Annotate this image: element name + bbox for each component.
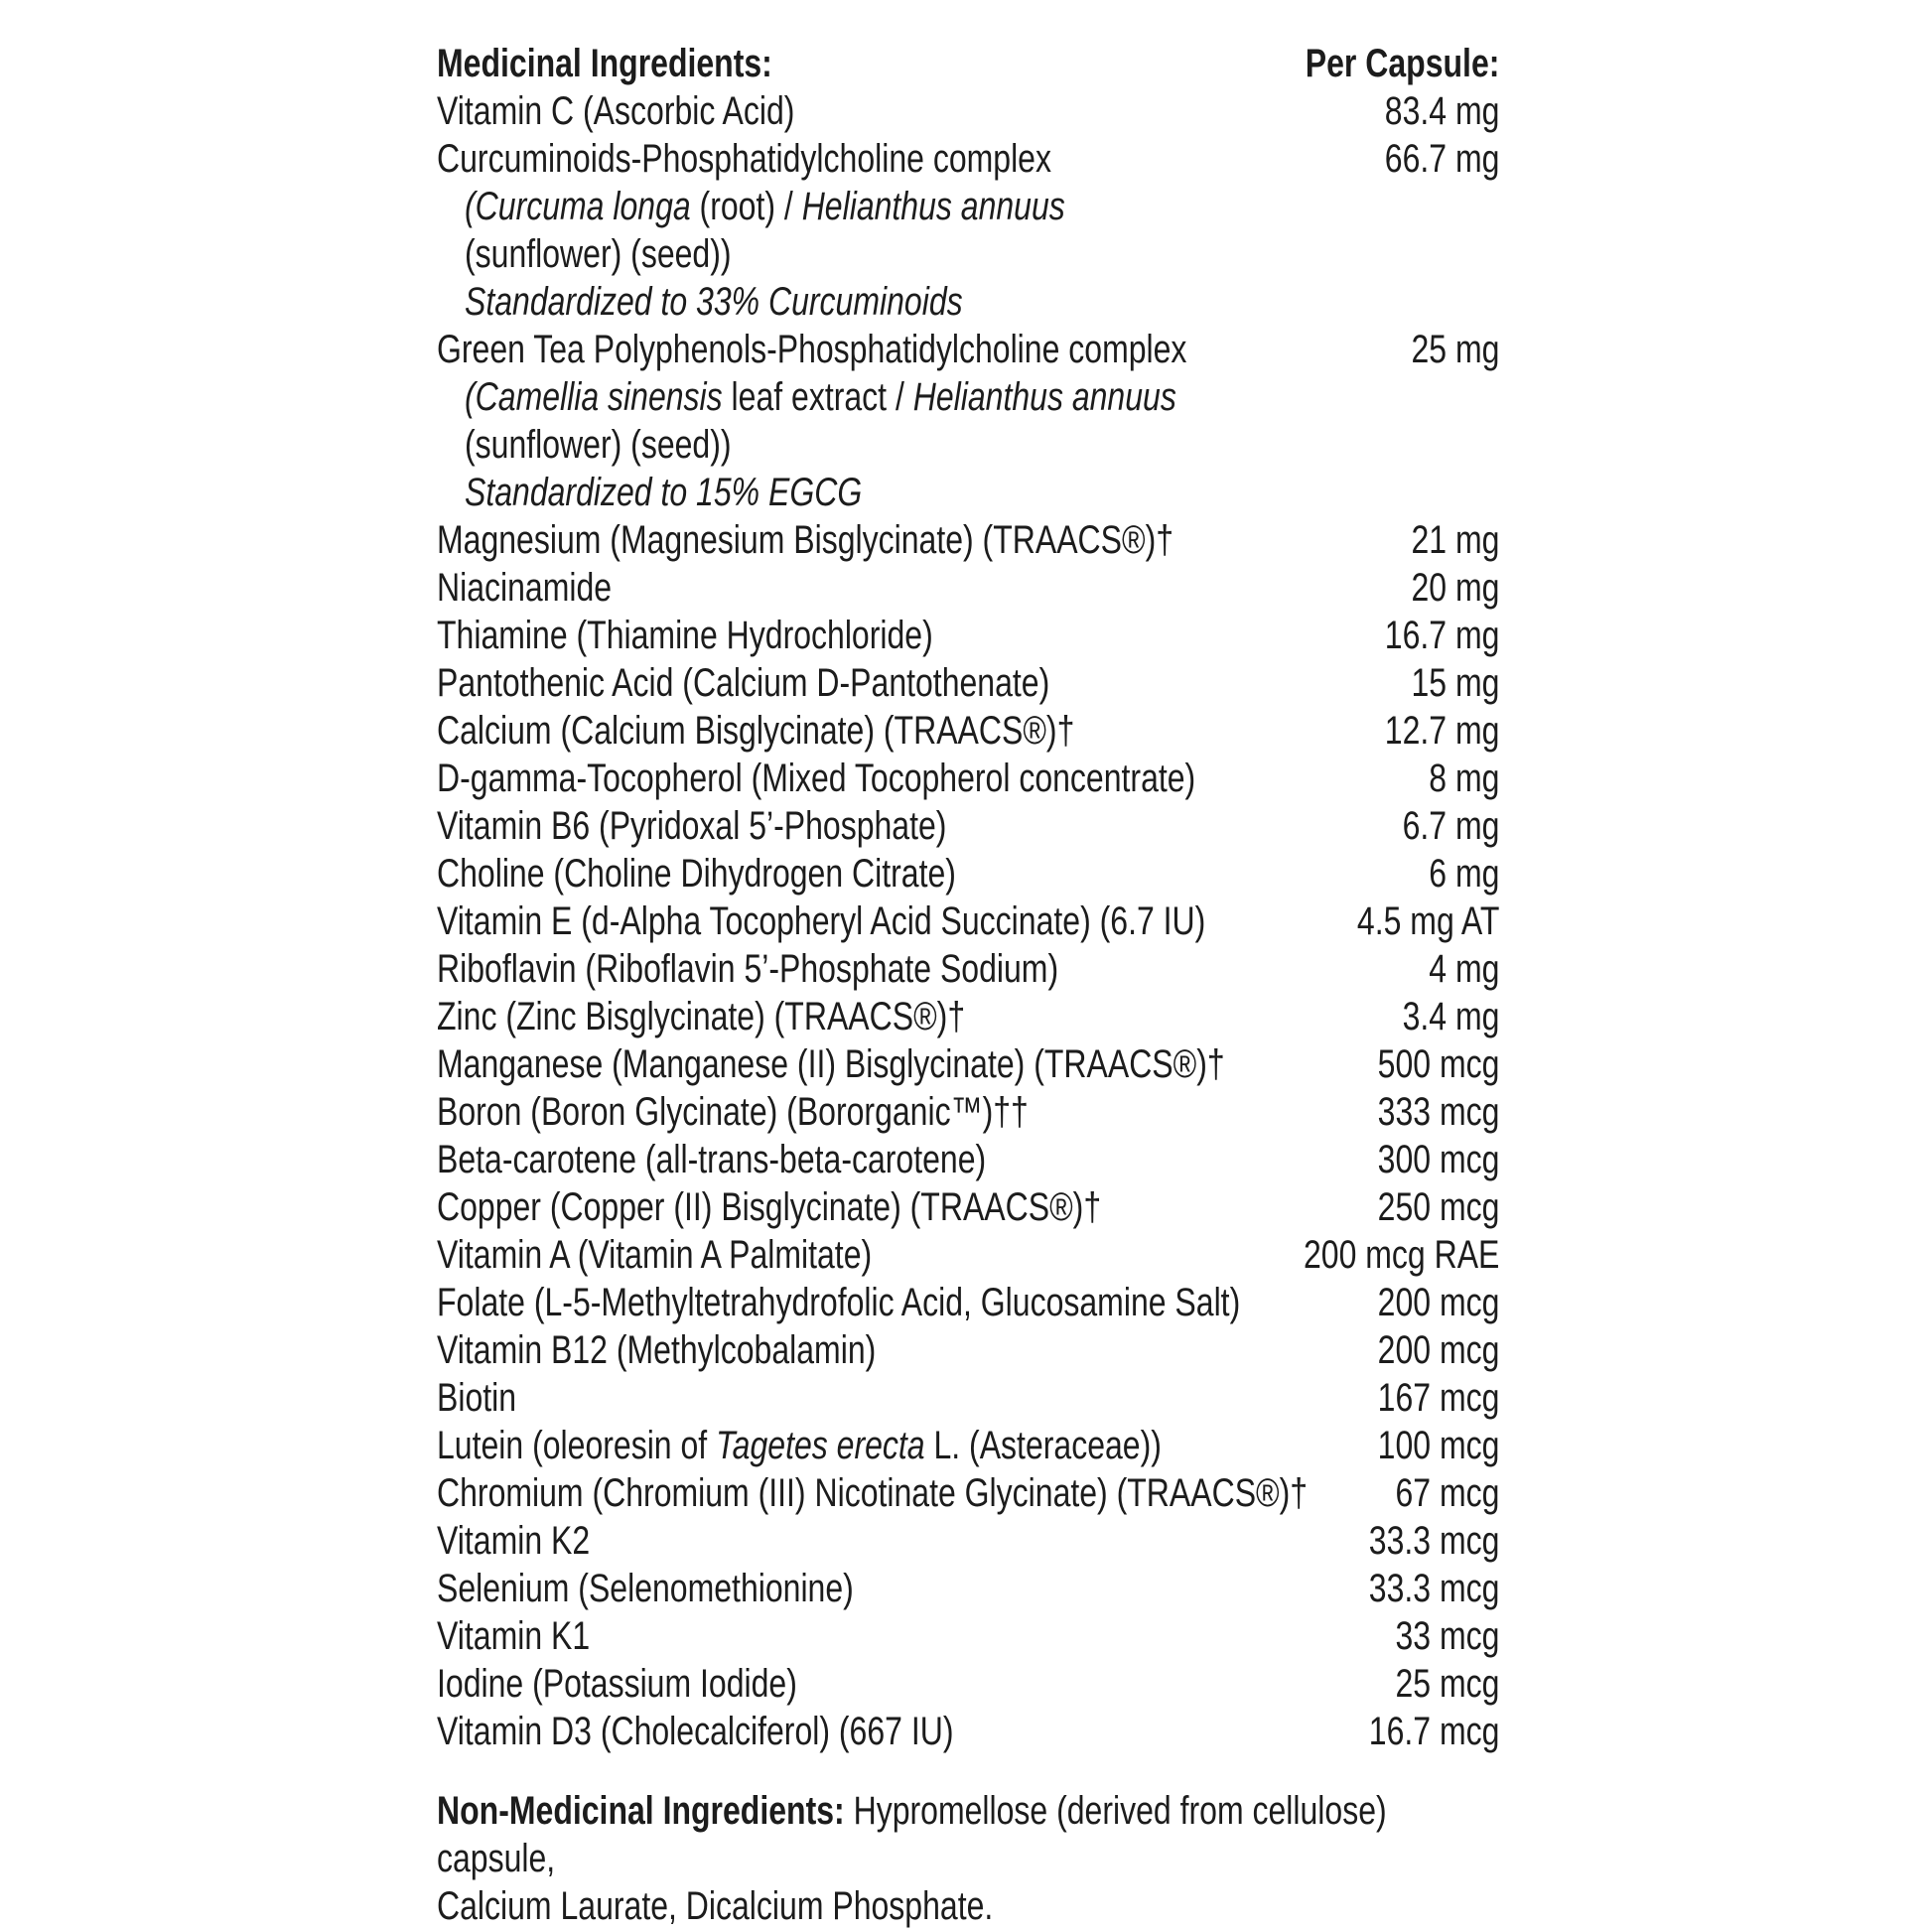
ingredient-amount: 200 mcg bbox=[1377, 1328, 1500, 1372]
ingredient-row bbox=[437, 1088, 1499, 1136]
ingredient-name bbox=[437, 755, 1195, 802]
ingredient-name-segment: Vitamin K1 bbox=[437, 1614, 591, 1658]
ingredient-amount: 25 mg bbox=[1411, 328, 1500, 371]
ingredient-amount: 6.7 mg bbox=[1402, 804, 1500, 848]
ingredient-amount: 16.7 mg bbox=[1384, 614, 1500, 657]
ingredient-name-italic-segment: Helianthus annuus bbox=[801, 185, 1065, 228]
ingredient-amount: 12.7 mg bbox=[1384, 709, 1500, 753]
ingredient-row bbox=[437, 993, 1499, 1040]
ingredient-amount: 500 mcg bbox=[1377, 1042, 1500, 1086]
ingredient-name bbox=[465, 469, 862, 516]
ingredient-row bbox=[437, 897, 1499, 945]
ingredient-row bbox=[437, 1660, 1499, 1708]
ingredient-name-segment: Vitamin E (d-Alpha Tocopheryl Acid Succinate) (6.7 IU) bbox=[437, 899, 1206, 943]
ingredient-name-segment: Magnesium (Magnesium Bisglycinate) (TRAACS®)† bbox=[437, 518, 1174, 562]
ingredient-name bbox=[437, 1708, 953, 1755]
ingredient-row bbox=[437, 564, 1499, 612]
ingredient-name bbox=[437, 1183, 1101, 1231]
ingredient-name-segment: Folate (L-5-Methyltetrahydrofolic Acid, Glucosamine Salt) bbox=[437, 1281, 1241, 1324]
ingredient-name-segment: Zinc (Zinc Bisglycinate) (TRAACS®)† bbox=[437, 995, 966, 1038]
ingredient-name bbox=[437, 1660, 797, 1708]
ingredient-name-segment: Manganese (Manganese (II) Bisglycinate) (TRAACS®)† bbox=[437, 1042, 1225, 1086]
ingredient-row bbox=[437, 1183, 1499, 1231]
ingredient-name-segment: Niacinamide bbox=[437, 566, 613, 610]
ingredient-name-segment: Chromium (Chromium (III) Nicotinate Glycinate) (TRAACS®)† bbox=[437, 1471, 1309, 1515]
ingredient-row bbox=[437, 1708, 1499, 1755]
ingredient-amount: 6 mg bbox=[1429, 852, 1500, 896]
ingredient-name bbox=[437, 1231, 872, 1279]
ingredient-name bbox=[437, 850, 956, 897]
ingredient-name bbox=[465, 278, 963, 326]
ingredient-amount: 100 mcg bbox=[1377, 1424, 1500, 1467]
ingredient-name-segment: Vitamin B12 (Methylcobalamin) bbox=[437, 1328, 877, 1372]
ingredient-row bbox=[437, 1136, 1499, 1183]
ingredient-name-segment: Vitamin B6 (Pyridoxal 5’-Phosphate) bbox=[437, 804, 947, 848]
ingredient-name-segment: (sunflower) (seed)) bbox=[465, 232, 732, 276]
ingredient-name-segment: Vitamin D3 (Cholecalciferol) (667 IU) bbox=[437, 1710, 954, 1753]
ingredient-name bbox=[465, 183, 1065, 230]
ingredient-name bbox=[465, 421, 732, 469]
ingredient-row bbox=[437, 1374, 1499, 1422]
ingredient-amount: 3.4 mg bbox=[1402, 995, 1500, 1038]
ingredient-name-segment: Biotin bbox=[437, 1376, 517, 1420]
ingredient-amount: 333 mcg bbox=[1377, 1090, 1500, 1134]
ingredient-name bbox=[437, 1088, 1029, 1136]
ingredient-row bbox=[437, 1279, 1499, 1326]
ingredient-name bbox=[437, 564, 612, 612]
ingredient-name bbox=[437, 659, 1049, 707]
ingredient-row bbox=[437, 612, 1499, 659]
ingredient-row bbox=[437, 421, 1499, 469]
ingredient-name bbox=[437, 1565, 854, 1612]
ingredient-row bbox=[437, 1040, 1499, 1088]
ingredient-name-italic-segment: (Camellia sinensis bbox=[465, 375, 723, 419]
ingredient-name bbox=[437, 1469, 1308, 1517]
ingredient-amount: 20 mg bbox=[1411, 566, 1500, 610]
ingredient-row bbox=[437, 1612, 1499, 1660]
ingredient-amount: 250 mcg bbox=[1377, 1185, 1500, 1229]
ingredient-amount: 4 mg bbox=[1429, 947, 1500, 991]
ingredient-name bbox=[437, 1136, 986, 1183]
ingredient-row bbox=[437, 87, 1499, 135]
ingredient-amount: 33 mcg bbox=[1395, 1614, 1500, 1658]
ingredient-row bbox=[437, 1422, 1499, 1469]
ingredient-name bbox=[437, 135, 1051, 183]
ingredient-row bbox=[437, 373, 1499, 421]
ingredient-name-segment: Boron (Boron Glycinate) (Bororganic™)†† bbox=[437, 1090, 1029, 1134]
ingredient-amount: 16.7 mcg bbox=[1368, 1710, 1500, 1753]
non-medicinal-line-2: Calcium Laurate, Dicalcium Phosphate. bbox=[437, 1884, 994, 1928]
ingredient-name-segment: Beta-carotene (all-trans-beta-carotene) bbox=[437, 1138, 987, 1181]
ingredient-name-segment: (root) / bbox=[690, 185, 802, 228]
ingredient-row bbox=[437, 1517, 1499, 1565]
non-medicinal-text-1: Hypromellose (derived from cellulose) capsule, bbox=[437, 1789, 1387, 1880]
ingredient-row bbox=[437, 1231, 1499, 1279]
ingredient-amount: 33.3 mcg bbox=[1368, 1567, 1500, 1610]
ingredient-row bbox=[437, 326, 1499, 373]
ingredient-name-segment: Riboflavin (Riboflavin 5’-Phosphate Sodium) bbox=[437, 947, 1059, 991]
ingredient-amount: 67 mcg bbox=[1395, 1471, 1500, 1515]
ingredient-amount: 200 mcg RAE bbox=[1303, 1233, 1500, 1277]
ingredient-amount: 300 mcg bbox=[1377, 1138, 1500, 1181]
ingredient-name-segment: L. (Asteraceae)) bbox=[924, 1424, 1162, 1467]
ingredient-name bbox=[437, 612, 933, 659]
ingredient-row bbox=[437, 183, 1499, 230]
ingredient-name bbox=[437, 1612, 590, 1660]
ingredient-name bbox=[437, 1040, 1225, 1088]
ingredient-name-italic-segment: Standardized to 15% EGCG bbox=[465, 471, 863, 514]
non-medicinal-line-1 bbox=[437, 1787, 1499, 1882]
ingredient-name bbox=[437, 516, 1173, 564]
ingredient-row bbox=[437, 1565, 1499, 1612]
ingredient-name-italic-segment: (Curcuma longa bbox=[465, 185, 691, 228]
ingredient-name bbox=[437, 87, 794, 135]
ingredient-name bbox=[437, 1517, 590, 1565]
ingredient-name bbox=[465, 373, 1176, 421]
ingredient-name-segment: Green Tea Polyphenols-Phosphatidylcholine complex bbox=[437, 328, 1187, 371]
ingredient-amount: 66.7 mg bbox=[1384, 137, 1500, 181]
ingredient-name bbox=[437, 1326, 876, 1374]
ingredient-name-italic-segment: Standardized to 33% Curcuminoids bbox=[465, 280, 963, 324]
ingredient-name-segment: Iodine (Potassium Iodide) bbox=[437, 1662, 797, 1706]
ingredient-row bbox=[437, 230, 1499, 278]
ingredient-name-segment: Curcuminoids-Phosphatidylcholine complex bbox=[437, 137, 1051, 181]
ingredient-name-segment: Vitamin C (Ascorbic Acid) bbox=[437, 89, 795, 133]
ingredient-row bbox=[437, 516, 1499, 564]
ingredient-name-segment: Vitamin K2 bbox=[437, 1519, 591, 1563]
ingredient-amount: 200 mcg bbox=[1377, 1281, 1500, 1324]
ingredient-name-segment: (sunflower) (seed)) bbox=[465, 423, 732, 467]
ingredient-amount: 25 mcg bbox=[1395, 1662, 1500, 1706]
supplement-facts-panel bbox=[437, 40, 1499, 1930]
ingredient-name-segment: Lutein (oleoresin of bbox=[437, 1424, 717, 1467]
ingredient-row bbox=[437, 659, 1499, 707]
ingredient-name bbox=[437, 897, 1205, 945]
ingredient-name bbox=[437, 1374, 516, 1422]
ingredient-name-segment: Pantothenic Acid (Calcium D-Pantothenate) bbox=[437, 661, 1050, 705]
ingredient-amount: 21 mg bbox=[1411, 518, 1500, 562]
ingredient-name-segment: Vitamin A (Vitamin A Palmitate) bbox=[437, 1233, 873, 1277]
ingredient-row bbox=[437, 755, 1499, 802]
ingredient-name-italic-segment: Helianthus annuus bbox=[912, 375, 1176, 419]
ingredient-amount: 33.3 mcg bbox=[1368, 1519, 1500, 1563]
ingredient-name bbox=[437, 326, 1186, 373]
ingredient-row bbox=[437, 1326, 1499, 1374]
ingredient-name bbox=[437, 993, 965, 1040]
ingredient-name-segment: Copper (Copper (II) Bisglycinate) (TRAACS®)† bbox=[437, 1185, 1102, 1229]
non-medicinal-heading: Non-Medicinal Ingredients: bbox=[437, 1789, 845, 1833]
panel-header-row bbox=[437, 40, 1499, 87]
ingredient-row bbox=[437, 707, 1499, 755]
ingredient-name bbox=[437, 802, 946, 850]
ingredient-name-segment: Calcium (Calcium Bisglycinate) (TRAACS®)† bbox=[437, 709, 1075, 753]
ingredient-amount: 167 mcg bbox=[1377, 1376, 1500, 1420]
ingredient-amount: 83.4 mg bbox=[1384, 89, 1500, 133]
ingredient-name-segment: Selenium (Selenomethionine) bbox=[437, 1567, 854, 1610]
ingredient-row bbox=[437, 469, 1499, 516]
ingredient-name-segment: Thiamine (Thiamine Hydrochloride) bbox=[437, 614, 933, 657]
ingredient-row bbox=[437, 802, 1499, 850]
ingredient-name bbox=[437, 707, 1074, 755]
ingredient-row bbox=[437, 945, 1499, 993]
ingredient-row bbox=[437, 1469, 1499, 1517]
ingredient-name bbox=[465, 230, 732, 278]
ingredient-amount: 4.5 mg AT bbox=[1356, 899, 1500, 943]
ingredient-name bbox=[437, 945, 1058, 993]
ingredient-name bbox=[437, 1279, 1240, 1326]
ingredient-name bbox=[437, 1422, 1162, 1469]
ingredient-name-segment: Choline (Choline Dihydrogen Citrate) bbox=[437, 852, 956, 896]
per-capsule-heading: Per Capsule: bbox=[1305, 42, 1500, 85]
ingredient-row bbox=[437, 850, 1499, 897]
ingredient-name-italic-segment: Tagetes erecta bbox=[716, 1424, 925, 1467]
ingredient-amount: 15 mg bbox=[1411, 661, 1500, 705]
ingredient-name-segment: D-gamma-Tocopherol (Mixed Tocopherol concentrate) bbox=[437, 757, 1196, 800]
ingredient-row bbox=[437, 135, 1499, 183]
ingredient-amount: 8 mg bbox=[1429, 757, 1500, 800]
medicinal-ingredients-heading: Medicinal Ingredients: bbox=[437, 42, 772, 85]
ingredient-name-segment: leaf extract / bbox=[722, 375, 913, 419]
ingredient-list bbox=[437, 87, 1499, 1755]
ingredient-row bbox=[437, 278, 1499, 326]
non-medicinal-section bbox=[437, 1787, 1499, 1930]
